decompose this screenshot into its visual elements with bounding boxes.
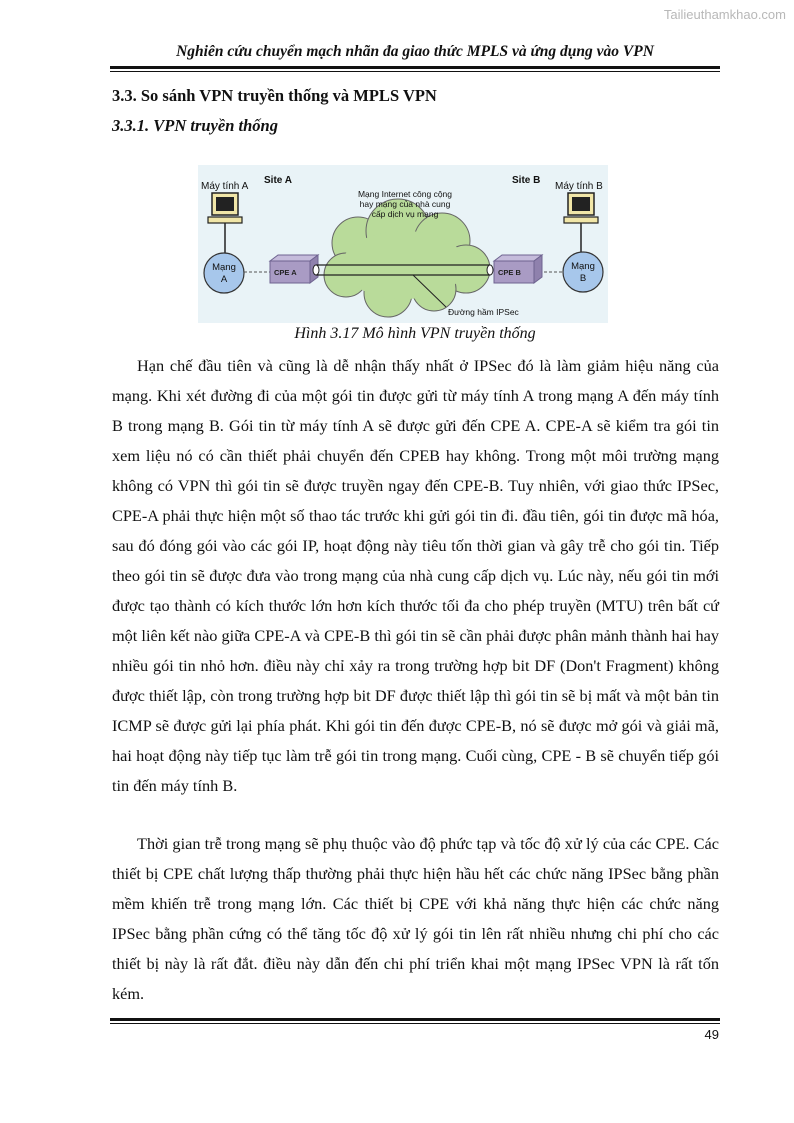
tunnel-label: Đường hầm IPSec (448, 307, 519, 317)
site-b-label: Site B (512, 175, 541, 186)
network-b-label-line2: B (579, 273, 587, 284)
cloud-label-line3: cấp dịch vụ mạng (371, 209, 439, 219)
cpe-b-label: CPE B (498, 268, 521, 277)
network-a-label-line2: A (220, 274, 228, 285)
cloud-label-line2: hay mạng của nhà cung (359, 199, 451, 209)
network-a-circle (204, 253, 244, 293)
paragraph: Hạn chế đầu tiên và cũng là dễ nhận thấy nhất ở IPSec đó là làm giảm hiệu năng của mạng. Khi xét đường đi của một gói tin được gửi từ máy tính A trong mạng A đến máy tính B trong mạng B. Gói tin từ máy tính A sẽ được gửi đến CPE A. CPE-A sẽ kiểm tra gói tin xem liệu nó có cần thiết phải chuyển đến CPEB hay không. Trong một môi trường mạng không có VPN thì gói tin sẽ được truyền ngay đến CPE-B. Tuy nhiên, với giao thức IPSec, CPE-A phải thực hiện một số thao tác trước khi gửi gói tin đi. đầu tiên, gói tin được mã hóa, sau đó đóng gói vào các gói IP, hoạt động này tiêu tốn thời gian và gây trễ cho gói tin. Tiếp theo gói tin sẽ được đưa vào trong mạng của nhà cung cấp dịch vụ. Lúc này, nếu gói tin mới được tạo thành có kích thước lớn hơn kích thước tối đa cho phép truyền (MTU) trên bất cứ một liên kết nào giữa CPE-A và CPE-B thì gói tin sẽ cần phải được phân mảnh thành hai hay nhiều gói tin nhỏ hơn. điều này chỉ xảy ra trong trường hợp bit DF (Don't Fragment) không được thiết lập, còn trong trường hợp bit DF được thiết lập thì gói tin sẽ bị mất và một bản tin ICMP sẽ được gửi lại phía phát. Khi gói tin đến được CPE-B, nó sẽ được mở gói và giải mã, hai hoạt động này tiếp tục làm trễ gói tin trong mạng. Cuối cùng, CPE - B sẽ chuyển tiếp gói tin đến máy tính B. (112, 356, 719, 795)
network-b-label-line1: Mạng (571, 261, 595, 272)
header-rule-thin (110, 71, 720, 72)
computer-a-icon (208, 193, 242, 223)
header-rule (110, 66, 720, 69)
running-header: Nghiên cứu chuyển mạch nhãn đa giao thức MPLS và ứng dụng vào VPN (176, 43, 654, 60)
vpn-diagram (198, 165, 608, 323)
footer-rule (110, 1018, 720, 1021)
footer-rule-thin (110, 1023, 720, 1024)
network-a-label-line1: Mạng (212, 262, 236, 273)
computer-b-label: Máy tính B (555, 181, 603, 192)
watermark: Tailieuthamkhao.com (663, 7, 786, 22)
figure-caption: Hình 3.17 Mô hình VPN truyền thống (294, 325, 536, 342)
cpe-a-label: CPE A (274, 268, 297, 277)
cloud-label-line1: Mạng Internet công cộng (357, 189, 453, 199)
network-b-circle (563, 252, 603, 292)
paragraph: Thời gian trễ trong mạng sẽ phụ thuộc vào độ phức tạp và tốc độ xử lý của các CPE. Các thiết bị CPE chất lượng thấp thường phải thực hiện hầu hết các chức năng IPSec bằng phần mềm khiến trễ trong mạng lớn. Các thiết bị CPE với khả năng thực hiện các chức năng IPSec bằng phần cứng có thể tăng tốc độ xử lý gói tin lên rất nhiều nhưng chi phí cho các thiết bị này là rất đắt. điều này dẫn đến chi phí triển khai một mạng IPSec VPN là rất tốn kém. (112, 834, 719, 1003)
computer-b-icon (564, 193, 598, 223)
computer-a-label: Máy tính A (201, 181, 249, 192)
page-number: 49 (704, 1027, 719, 1042)
subsection-heading: 3.3.1. VPN truyền thống (112, 116, 278, 135)
site-a-label: Site A (264, 175, 292, 186)
section-heading: 3.3. So sánh VPN truyền thống và MPLS VPN (112, 86, 437, 105)
